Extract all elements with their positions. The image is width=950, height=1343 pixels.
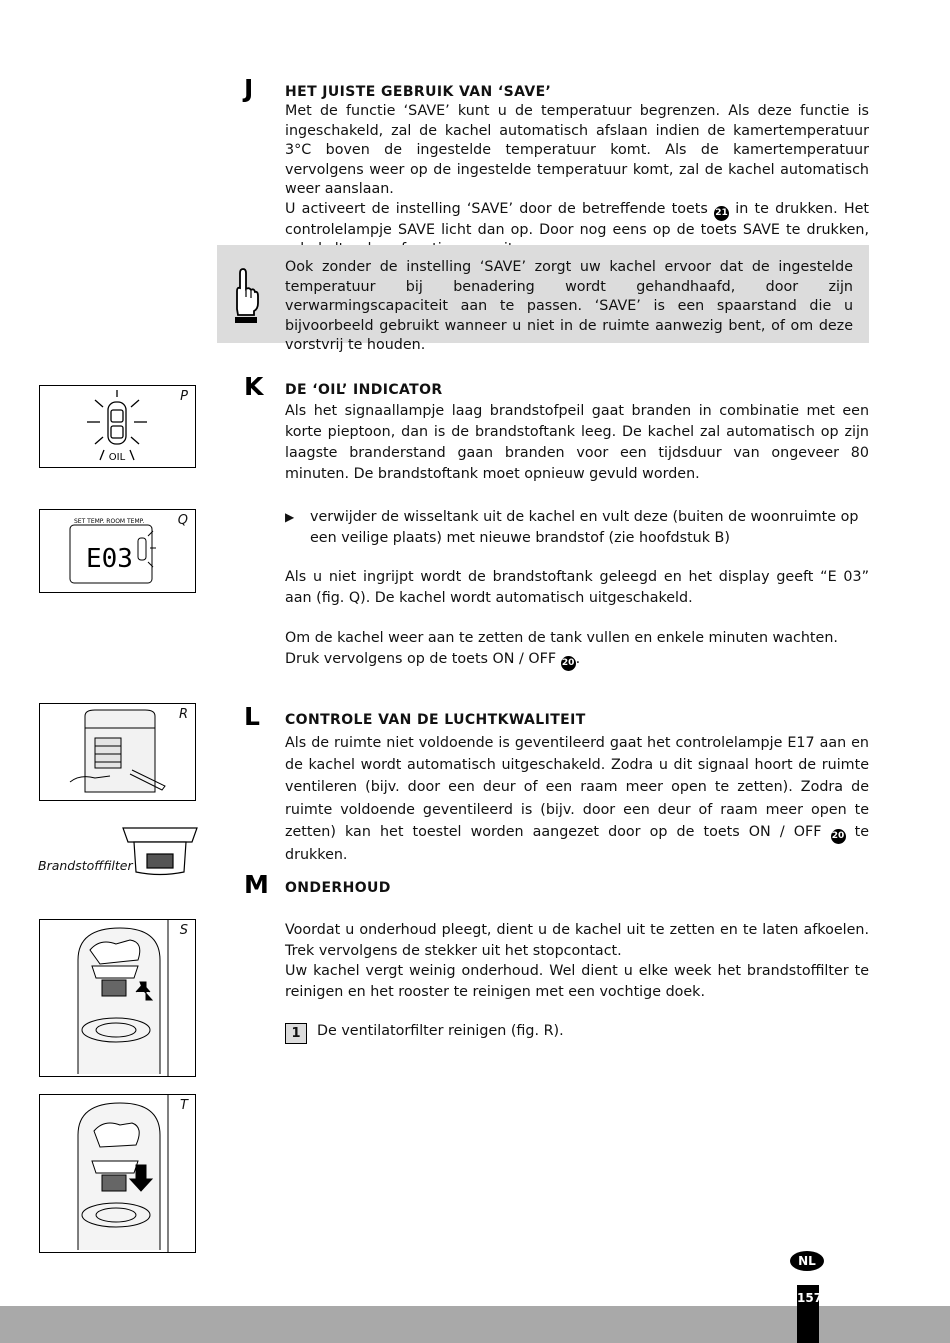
section-k-paragraph-2: Als u niet ingrijpt wordt de brandstoftank geleegd en het display geeft “E 03” aan (fig. Q). De kachel wordt automatisch uitgeschakeld. bbox=[285, 569, 869, 606]
oil-indicator-illustration bbox=[40, 386, 195, 467]
figure-label-t: T bbox=[180, 1098, 188, 1113]
display-illustration bbox=[40, 510, 195, 592]
figure-p bbox=[39, 385, 196, 468]
pointing-hand-icon bbox=[223, 267, 263, 327]
note-box bbox=[217, 245, 869, 353]
filter-removal-illustration bbox=[40, 920, 195, 1076]
section-k-paragraph-3: Om de kachel weer aan te zetten de tank vullen en enkele minuten wachten. Druk vervolgens op de toets ON / OFF 20. bbox=[285, 628, 869, 671]
section-letter-k: K bbox=[244, 372, 264, 401]
section-k-paragraph-1: Als het signaallampje laag brandstofpeil gaat branden in combinatie met een korte pieptoon, dan is de brandstoftank leeg. De kachel zal automatisch op zijn laagste branderstand gaan branden voor een tijdsduur van ongeveer 80 minuten. De brandstoftank moet opnieuw gevuld worden. bbox=[285, 403, 869, 482]
figure-r bbox=[39, 703, 196, 801]
figure-t bbox=[39, 1094, 196, 1253]
page-number: 157 bbox=[797, 1285, 819, 1343]
section-heading-j: HET JUISTE GEBRUIK VAN ‘SAVE’ bbox=[285, 84, 552, 100]
figure-s bbox=[39, 919, 196, 1077]
display-header: SET TEMP. ROOM TEMP. bbox=[74, 518, 145, 525]
filter-insertion-illustration bbox=[40, 1095, 195, 1252]
section-heading-m: ONDERHOUD bbox=[285, 880, 391, 896]
error-code-display: E03 bbox=[86, 544, 133, 574]
figure-label-p: P bbox=[180, 389, 188, 404]
oil-label: OIL bbox=[108, 452, 126, 463]
section-heading-l: CONTROLE VAN DE LUCHTKWALITEIT bbox=[285, 712, 586, 728]
note-text: Ook zonder de instelling ‘SAVE’ zorgt uw kachel ervoor dat de ingestelde temperatuur bij benadering wordt gehandhaafd, door zijn verwarmingscapaciteit aan te passen. ‘SAVE’ is een spaarstand die u bijvoorbeeld gebruikt wanneer u niet in de ruimte aanwezig bent, of om deze vorstvrij te houden. bbox=[285, 259, 853, 353]
figure-label-q: Q bbox=[177, 513, 188, 528]
filter-caption: Brandstofffilter bbox=[38, 858, 133, 873]
step-number: 1 bbox=[285, 1023, 307, 1044]
figure-label-r: R bbox=[178, 707, 188, 722]
list-item bbox=[285, 507, 869, 549]
section-j-body bbox=[285, 102, 869, 260]
button-ref-badge: 20 bbox=[831, 829, 846, 844]
button-ref-badge: 21 bbox=[714, 206, 729, 221]
section-letter-l: L bbox=[244, 702, 260, 731]
button-ref-badge: 20 bbox=[561, 656, 576, 671]
language-badge: NL bbox=[790, 1251, 824, 1271]
section-letter-j: J bbox=[244, 74, 254, 103]
figure-q bbox=[39, 509, 196, 593]
section-l-paragraph: Als de ruimte niet voldoende is geventileerd gaat het controlelampje E17 aan en de kachel wordt automatisch uitgeschakeld. Zodra u dit signaal hoort de ruimte ventileren (bijv. door een deur of een raam meer open te zetten). Zodra de ruimte voldoende geventileerd is (bijv. door een deur of raam meer open te zetten) kan het toestel worden aangezet door op de toets ON / OFF 20 te drukken. bbox=[285, 735, 870, 863]
section-m-body: Voordat u onderhoud pleegt, dient u de kachel uit te zetten en te laten afkoelen. Trek vervolgens de stekker uit het stopcontact. Uw kachel vergt weinig onderhoud. Wel dient u elke week het brandstoffilter te reinigen en het rooster te reinigen met een vochtige doek. bbox=[285, 922, 869, 1000]
heater-filter-illustration bbox=[40, 704, 195, 800]
section-j-paragraph-1: Met de functie ‘SAVE’ kunt u de temperatuur begrenzen. Als deze functie is ingeschakeld, zal de kachel automatisch afslaan indien de kamertemperatuur 3°C boven de ingestelde temperatuur komt. Als de kamertemperatuur vervolgens weer op de ingestelde temperatuur komt, zal de kachel automatisch weer aanslaan. bbox=[285, 103, 869, 197]
figure-label-s: S bbox=[179, 923, 188, 938]
step-text: De ventilatorfilter reinigen (fig. R). bbox=[317, 1023, 564, 1039]
section-letter-m: M bbox=[244, 870, 269, 899]
bullet-text: verwijder de wisseltank uit de kachel en vult deze (buiten de woonruimte op een veilige plaats) met nieuwe brandstof (zie hoofdstuk B) bbox=[310, 509, 859, 546]
bullet-triangle-icon: ▶ bbox=[285, 510, 295, 524]
section-j-paragraph-2: U activeert de instelling ‘SAVE’ door de betreffende toets 21 in te drukken. Het controlelampje SAVE licht dan op. Door nog eens op de toets SAVE te drukken, bbox=[285, 200, 870, 238]
section-heading-k: DE ‘OIL’ INDICATOR bbox=[285, 382, 443, 398]
